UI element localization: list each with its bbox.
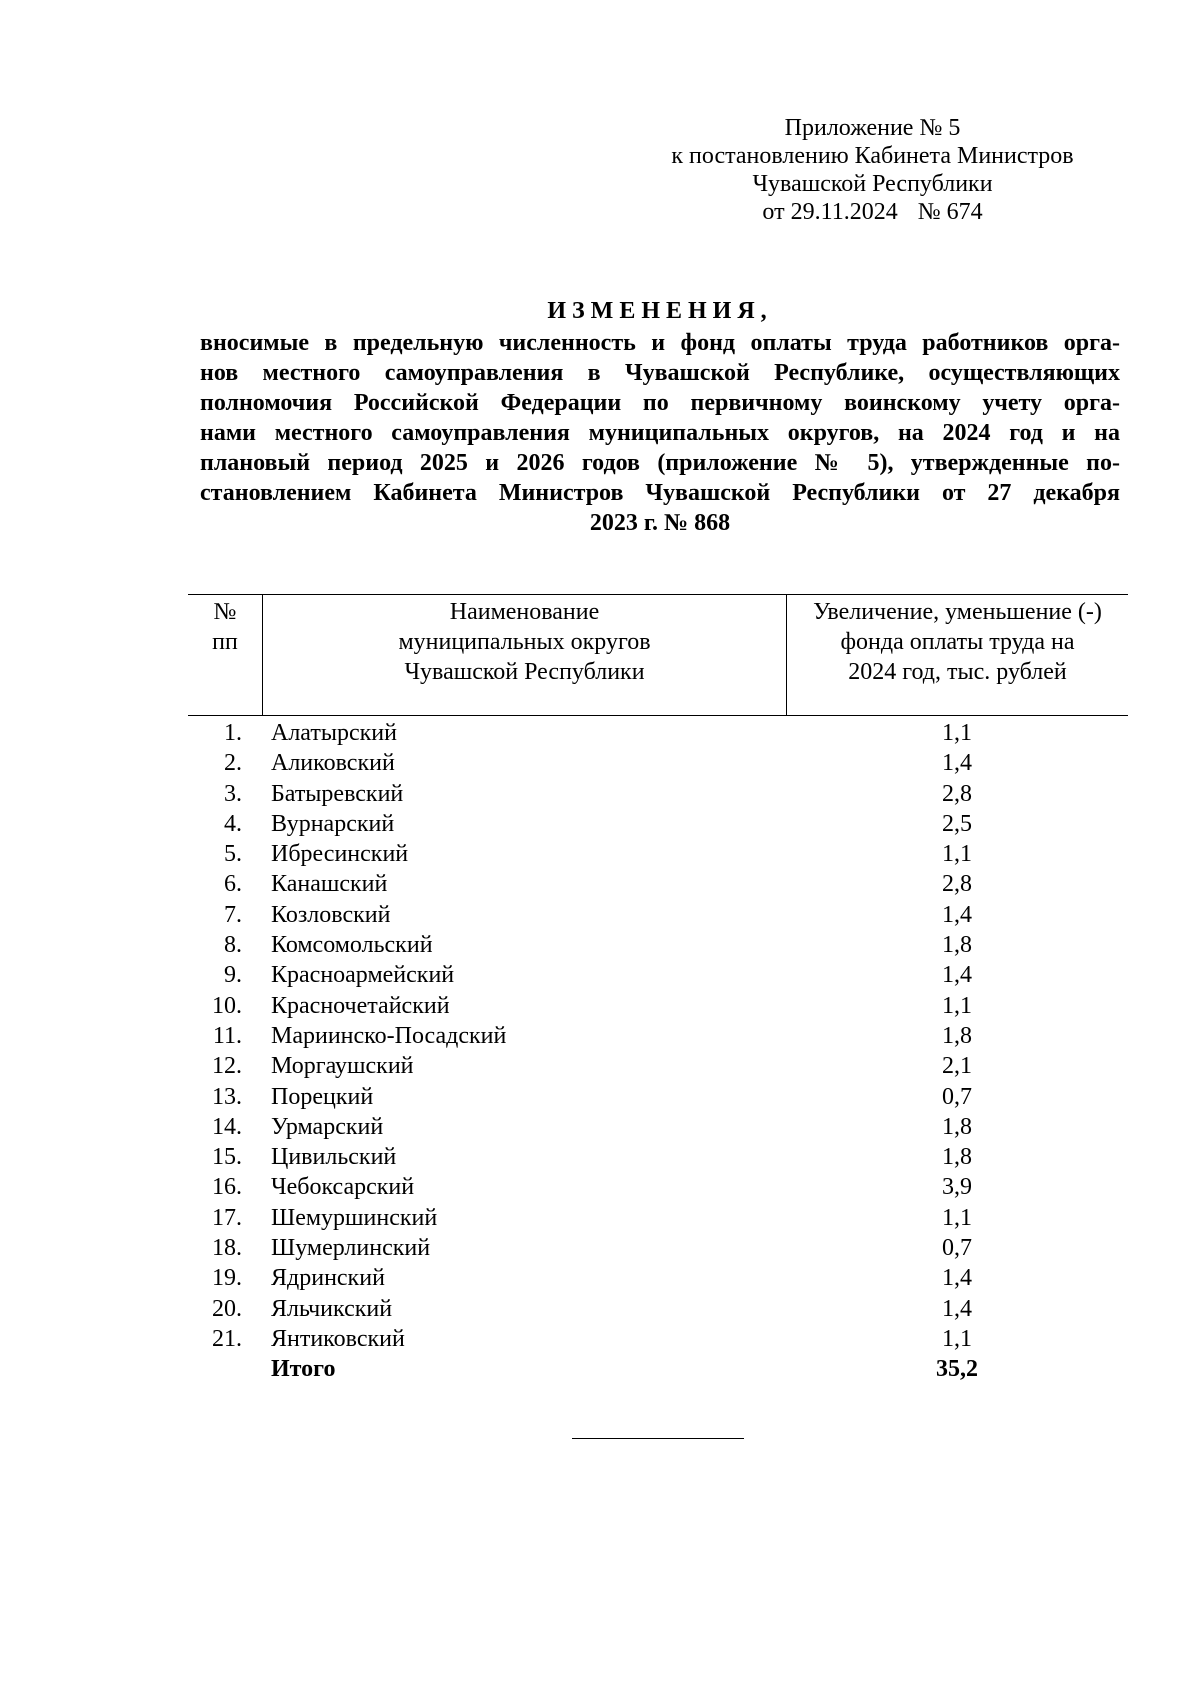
row-name: Мариинско-Посадский [271, 1022, 507, 1049]
table-row [188, 748, 1128, 778]
appendix-line-1: Приложение № 5 [784, 115, 961, 141]
table-row [188, 839, 1128, 869]
row-name: Урмарский [271, 1113, 384, 1140]
table-row [188, 1172, 1128, 1202]
row-name: Батыревский [271, 780, 404, 807]
row-value: 2,5 [942, 810, 972, 837]
row-number: 8. [224, 932, 242, 959]
row-name: Ядринский [271, 1265, 385, 1292]
appendix-number: № 674 [917, 199, 983, 225]
table-row [188, 1142, 1128, 1172]
appendix-line-3: Чувашской Республики [752, 171, 993, 197]
row-name: Моргаушский [271, 1053, 414, 1080]
table-row [188, 1021, 1128, 1051]
table-row [188, 1082, 1128, 1112]
row-value: 2,1 [942, 1053, 972, 1080]
row-value: 0,7 [942, 1083, 972, 1110]
row-number: 16. [212, 1174, 242, 1201]
header-number-column [188, 595, 262, 715]
row-name: Чебоксарский [271, 1174, 415, 1201]
subtitle-line: 2023 г. № 868 [589, 510, 731, 536]
table-row [188, 869, 1128, 899]
total-value: 35,2 [936, 1356, 978, 1383]
row-number: 10. [212, 992, 242, 1019]
row-name: Вурнарский [271, 810, 395, 837]
row-value: 1,4 [942, 962, 972, 989]
table-row [188, 1263, 1128, 1293]
header-name-column [262, 595, 786, 715]
row-value: 1,8 [942, 932, 972, 959]
table-row [188, 1112, 1128, 1142]
end-divider [572, 1438, 744, 1439]
subtitle-line: нами местного самоуправления муниципальных округов, на 2024 год и на [200, 420, 1120, 446]
table-row [188, 1051, 1128, 1081]
row-name: Козловский [271, 901, 391, 928]
row-name: Янтиковский [271, 1325, 405, 1352]
row-number: 5. [224, 841, 242, 868]
row-number: 4. [224, 810, 242, 837]
document-title: ИЗМЕНЕНИЯ, [547, 298, 773, 324]
row-number: 17. [212, 1204, 242, 1231]
subtitle-line: плановый период 2025 и 2026 годов (приложение № 5), утвержденные по- [200, 450, 1120, 476]
header-text: Чувашской Республики [404, 659, 645, 685]
row-number: 19. [212, 1265, 242, 1292]
row-name: Алатырский [271, 720, 397, 746]
row-value: 0,7 [942, 1235, 972, 1262]
row-number: 20. [212, 1295, 242, 1322]
header-text: пп [212, 629, 238, 655]
row-value: 2,8 [942, 871, 972, 898]
table-row [188, 1233, 1128, 1263]
row-value: 1,1 [942, 1204, 972, 1231]
row-name: Красночетайский [271, 992, 450, 1019]
table-body [188, 716, 1128, 1385]
row-number: 1. [224, 720, 242, 746]
appendix-line-2: к постановлению Кабинета Министров [671, 143, 1074, 169]
table-row [188, 991, 1128, 1021]
table-row [188, 1324, 1128, 1354]
appendix-date: от 29.11.2024 [762, 199, 898, 225]
subtitle-line: полномочия Российской Федерации по первичному воинскому учету орга- [200, 390, 1120, 416]
funding-table [188, 594, 1128, 1385]
subtitle-line: вносимые в предельную численность и фонд оплаты труда работников орга- [200, 330, 1120, 356]
table-row [188, 960, 1128, 990]
row-value: 1,4 [942, 1265, 972, 1292]
document-subtitle [200, 328, 1120, 538]
row-value: 1,4 [942, 1295, 972, 1322]
table-row [188, 809, 1128, 839]
row-number: 14. [212, 1113, 242, 1140]
row-value: 1,1 [942, 720, 972, 746]
row-number: 9. [224, 962, 242, 989]
row-value: 1,8 [942, 1144, 972, 1171]
row-name: Яльчикский [271, 1295, 393, 1322]
row-value: 1,4 [942, 750, 972, 777]
header-value-column [786, 595, 1128, 715]
table-row [188, 900, 1128, 930]
header-text: муниципальных округов [398, 629, 651, 655]
table-row [188, 1203, 1128, 1233]
row-value: 3,9 [942, 1174, 972, 1201]
row-number: 7. [224, 901, 242, 928]
row-name: Цивильский [271, 1144, 397, 1171]
row-name: Порецкий [271, 1083, 374, 1110]
row-value: 1,1 [942, 992, 972, 1019]
table-row [188, 930, 1128, 960]
row-name: Красноармейский [271, 962, 455, 989]
row-number: 11. [212, 1022, 242, 1049]
row-name: Комсомольский [271, 932, 433, 959]
row-name: Ибресинский [271, 841, 409, 868]
row-number: 6. [224, 871, 242, 898]
row-name: Шемуршинский [271, 1204, 438, 1231]
row-number: 3. [224, 780, 242, 807]
row-number: 12. [212, 1053, 242, 1080]
row-name: Канашский [271, 871, 388, 898]
subtitle-line: становлением Кабинета Министров Чувашской Республики от 27 декабря [200, 480, 1120, 506]
row-number: 2. [224, 750, 242, 777]
total-row [188, 1354, 1128, 1384]
row-value: 1,4 [942, 901, 972, 928]
table-header [188, 594, 1128, 716]
row-number: 18. [212, 1235, 242, 1262]
row-value: 1,1 [942, 841, 972, 868]
row-number: 21. [212, 1325, 242, 1352]
row-number: 15. [212, 1144, 242, 1171]
subtitle-line: нов местного самоуправления в Чувашской Республике, осуществляющих [200, 360, 1120, 386]
appendix-date-line [620, 198, 1125, 226]
row-value: 1,1 [942, 1325, 972, 1352]
row-value: 1,8 [942, 1113, 972, 1140]
row-number: 13. [212, 1083, 242, 1110]
total-label: Итого [271, 1356, 336, 1383]
header-text: фонда оплаты труда на [840, 629, 1075, 655]
table-row [188, 779, 1128, 809]
row-name: Шумерлинский [271, 1235, 431, 1262]
table-row [188, 1294, 1128, 1324]
row-value: 1,8 [942, 1022, 972, 1049]
row-name: Аликовский [271, 750, 395, 777]
header-text: 2024 год, тыс. рублей [848, 659, 1067, 685]
appendix-header [620, 114, 1125, 226]
header-text: Увеличение, уменьшение (-) [813, 599, 1102, 625]
row-value: 2,8 [942, 780, 972, 807]
header-text: № [213, 599, 237, 625]
table-row [188, 718, 1128, 748]
header-text: Наименование [449, 599, 600, 625]
